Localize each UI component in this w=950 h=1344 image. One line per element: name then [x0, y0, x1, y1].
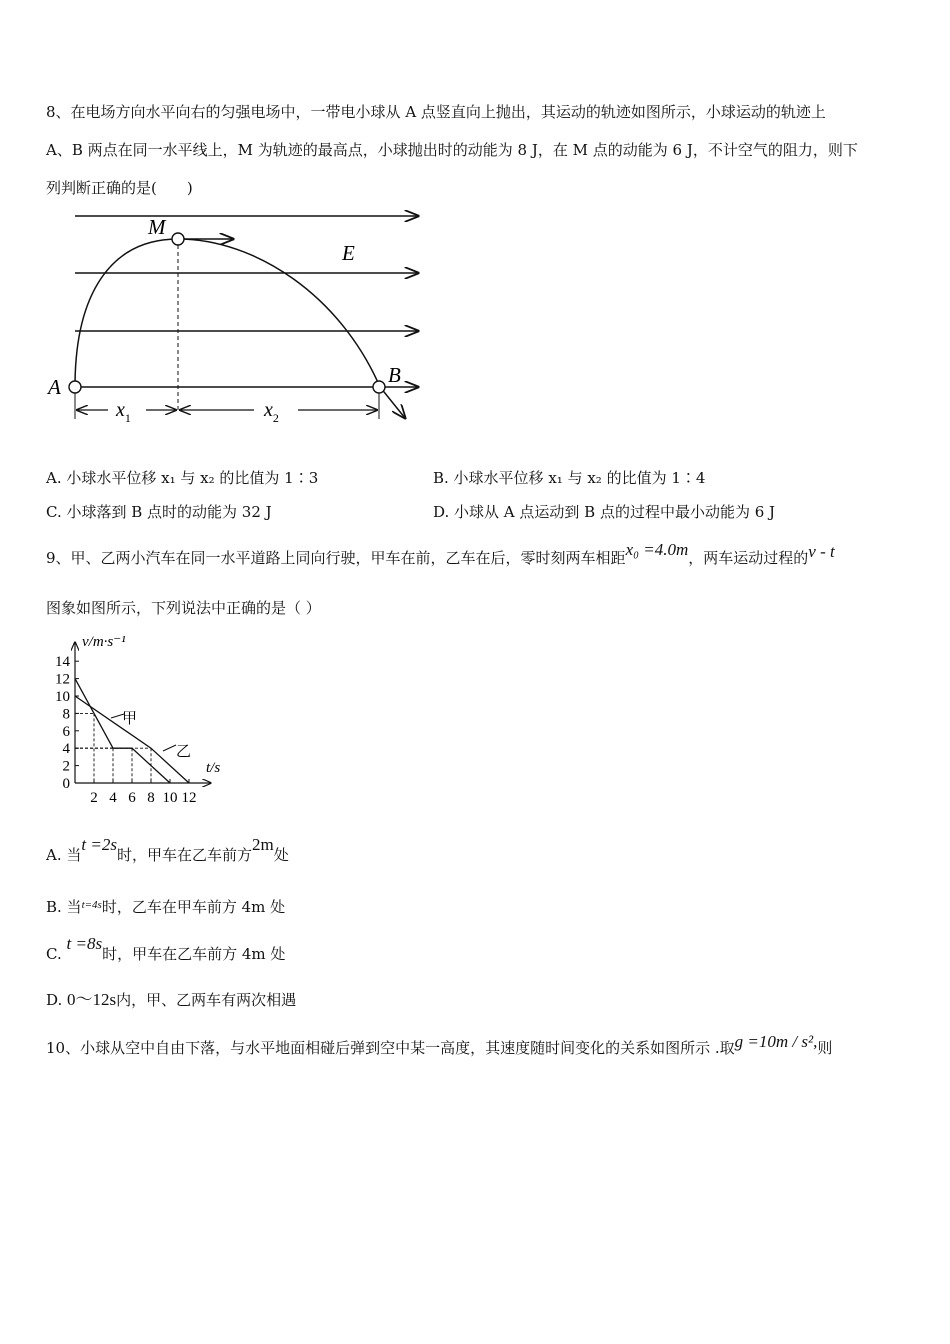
q8-option-c: C. 小球落到 B 点时的动能为 32 J — [46, 503, 272, 521]
q8-option-a: A. 小球水平位移 x₁ 与 x₂ 的比值为 1∶3 — [46, 469, 319, 487]
y-tick-label: 8 — [62, 706, 70, 723]
q8-line-1: 8、在电场方向水平向右的匀强电场中，一带电小球从 A 点竖直向上抛出，其运动的轨迹如图所示，小球运动的轨迹上 — [46, 103, 826, 121]
label-B: B — [388, 363, 401, 387]
label-x1: $x_1$ — [116, 399, 131, 425]
y-tick-label: 12 — [55, 671, 70, 688]
q8-line-2: A、B 两点在同一水平线上，M 为轨迹的最高点，小球抛出时的动能为 8 J，在 M 点的动能为 6 J，不计空气的阻力，则下 — [46, 141, 858, 159]
point-B — [373, 381, 385, 393]
y-tick-label: 2 — [62, 758, 70, 775]
x-tick-label: 12 — [181, 790, 197, 806]
q9-option-d: D. 0～12s内，甲、乙两车有两次相遇 — [46, 990, 297, 1009]
q10-line-1: 10、小球从空中自由下落，与水平地面相碰后弹到空中某一高度，其速度随时间变化的关系如图所示 .取g =10m / s²,则 — [46, 1032, 833, 1057]
x-tick-label: 2 — [90, 790, 98, 806]
q8-line-3: 列判断正确的是( ) — [46, 179, 193, 197]
y-tick-label: 0 — [62, 776, 70, 792]
x-tick-label: 4 — [109, 790, 117, 806]
series-label-jia: 甲 — [122, 711, 138, 727]
y-tick-label: 14 — [55, 654, 70, 671]
trajectory-curve — [75, 239, 405, 418]
q9-vt-chart — [40, 628, 240, 813]
q9-option-c: C. t =8s时，甲车在乙车前方 4m 处 — [46, 934, 286, 963]
label-E: E — [342, 241, 355, 265]
chart-ylabel: v/m·s⁻¹ — [82, 634, 126, 650]
x-tick-label: 10 — [162, 790, 178, 806]
x-tick-label: 6 — [128, 790, 136, 806]
series-label-yi: 乙 — [176, 744, 192, 760]
q9-line-1: 9、甲、乙两小汽车在同一水平道路上同向行驶，甲车在前，乙车在后，零时刻两车相距x₀ =4.0m，两车运动过程的v - t — [46, 540, 835, 567]
y-tick-label: 10 — [55, 689, 70, 705]
y-tick-label: 6 — [62, 723, 70, 740]
label-A: A — [48, 375, 61, 399]
q8-trajectory-figure — [40, 205, 430, 430]
q9-vt-math: v - t — [808, 542, 835, 561]
label-M: M — [148, 215, 166, 239]
point-A — [69, 381, 81, 393]
q9-option-a: A. 当t =2s时，甲车在乙车前方2m处 — [46, 835, 289, 864]
point-M — [172, 233, 184, 245]
q9-x0-math: x₀ =4.0m — [625, 540, 689, 559]
series-line-jia — [75, 679, 170, 783]
q10-g-math: g =10m / s², — [734, 1032, 818, 1051]
x-tick-label: 8 — [147, 790, 155, 806]
q9-option-b: B. 当$^{t=4s}$时，乙车在甲车前方 4m 处 — [46, 898, 286, 916]
y-tick-label: 4 — [62, 741, 70, 758]
q8-option-d: D. 小球从 A 点运动到 B 点的过程中最小动能为 6 J — [433, 503, 776, 521]
q9-line-2: 图象如图所示，下列说法中正确的是（ ） — [46, 599, 321, 617]
label-x2: $x_2$ — [264, 399, 279, 425]
q8-option-b: B. 小球水平位移 x₁ 与 x₂ 的比值为 1∶4 — [433, 469, 706, 487]
chart-xlabel: t/s — [206, 760, 221, 776]
